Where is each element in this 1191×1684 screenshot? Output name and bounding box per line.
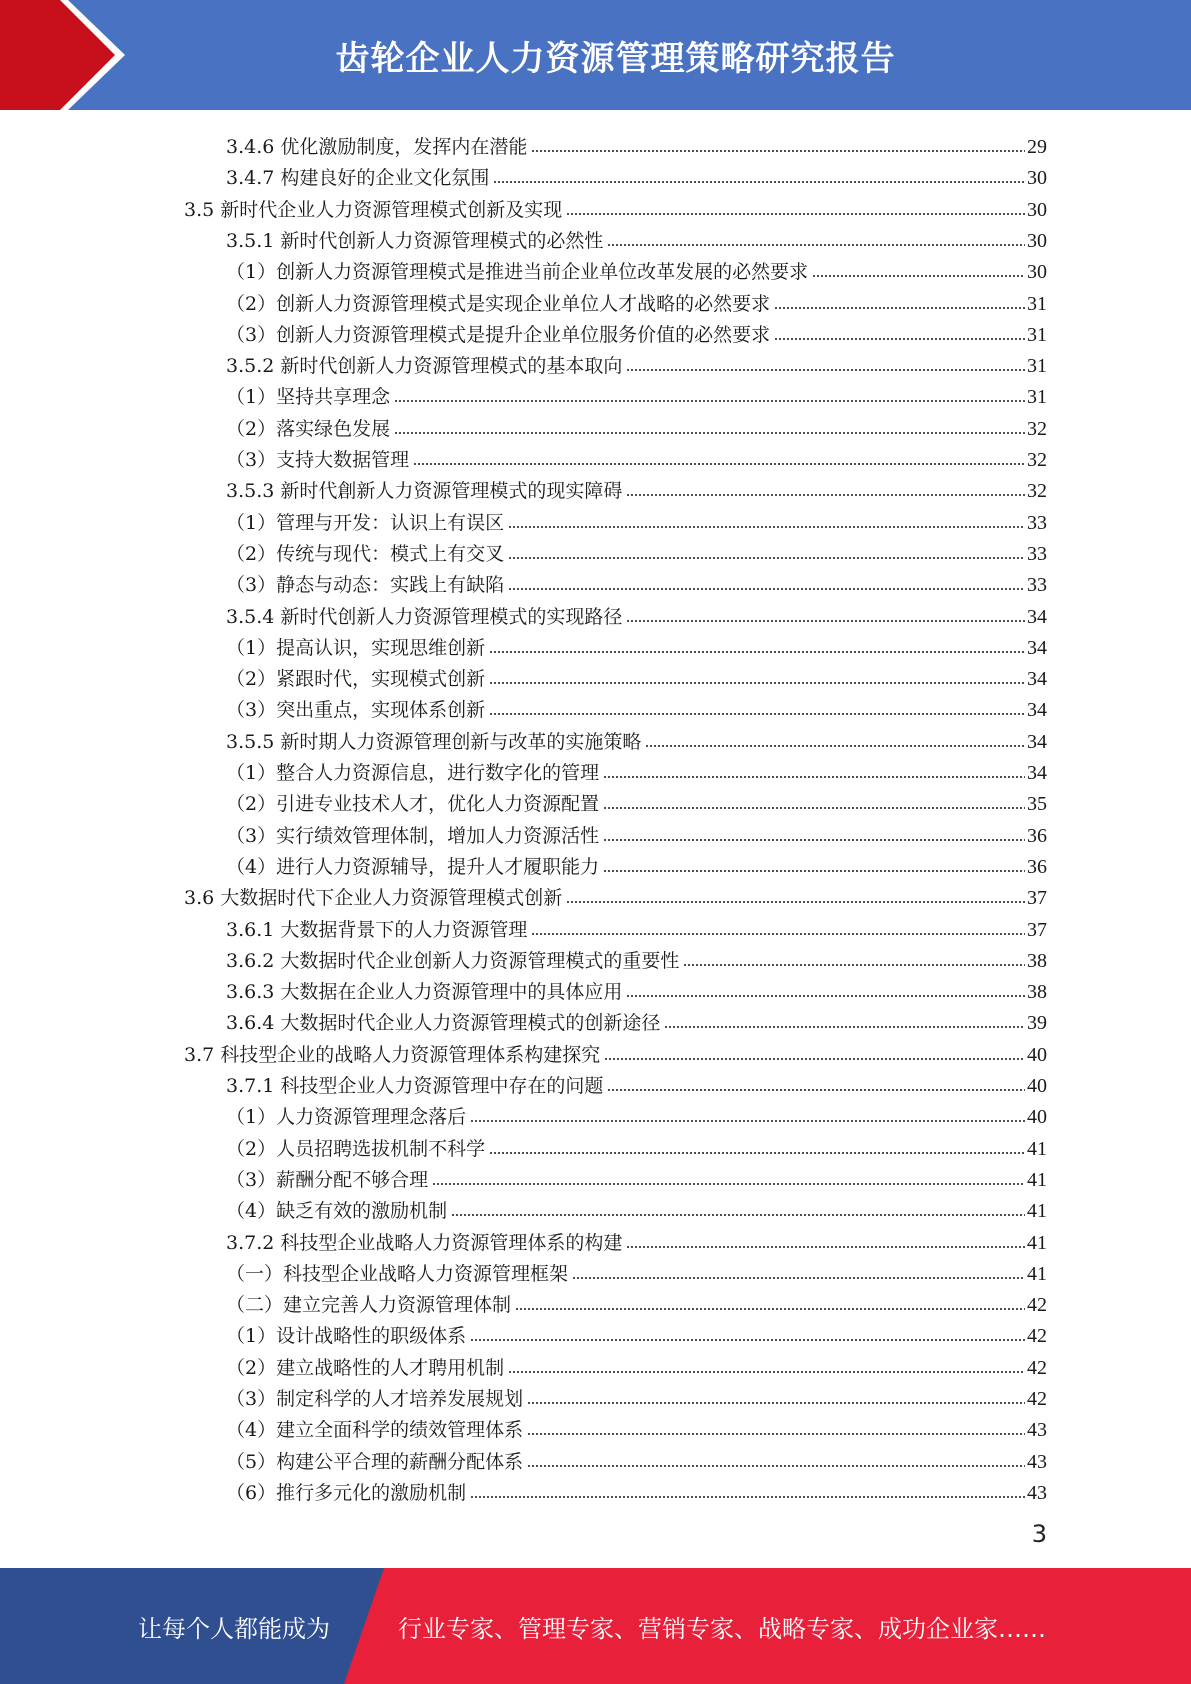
- toc-entry-title: 3.7.2 科技型企业战略人力资源管理体系的构建: [226, 1231, 623, 1254]
- toc-leader-dots: [527, 1432, 1025, 1436]
- toc-leader-dots: [603, 775, 1025, 779]
- toc-entry-title: （3）静态与动态：实践上有缺陷: [226, 574, 505, 597]
- toc-leader-dots: [527, 1401, 1025, 1405]
- toc-entry-page: 34: [1027, 668, 1047, 691]
- toc-leader-dots: [604, 1057, 1025, 1061]
- toc-entry-title: （1）创新人力资源管理模式是推进当前企业单位改革发展的必然要求: [226, 261, 809, 284]
- toc-entry-page: 35: [1027, 793, 1047, 816]
- toc-leader-dots: [394, 399, 1025, 403]
- toc-entry-title: 3.5.3 新时代創新人力资源管理模式的现实障碍: [226, 480, 623, 503]
- toc-entry-title: （2）传统与现代：模式上有交叉: [226, 542, 505, 565]
- toc-leader-dots: [508, 556, 1025, 560]
- toc-entry[interactable]: [226, 1474, 1047, 1505]
- toc-entry-title: （3）制定科学的人才培养发展规划: [226, 1388, 524, 1410]
- toc-entry-title: 3.6.2 大数据时代企业创新人力资源管理模式的重要性: [226, 949, 680, 972]
- toc-entry[interactable]: [184, 879, 1047, 910]
- toc-leader-dots: [508, 525, 1025, 529]
- toc-leader-dots: [515, 1307, 1025, 1311]
- toc-leader-dots: [451, 1213, 1025, 1217]
- toc-entry-title: 3.7.1 科技型企业人力资源管理中存在的问题: [226, 1075, 604, 1097]
- toc-entry-page: 30: [1027, 261, 1047, 284]
- toc-entry-page: 43: [1027, 1481, 1047, 1504]
- toc-entry[interactable]: [226, 316, 1047, 347]
- toc-entry[interactable]: [226, 222, 1047, 253]
- page-number: 3: [1031, 1520, 1047, 1548]
- toc-leader-dots: [774, 306, 1025, 310]
- toc-entry-title: （2）创新人力资源管理模式是实现企业单位人才战略的必然要求: [226, 292, 771, 315]
- toc-entry[interactable]: [226, 410, 1047, 441]
- toc-leader-dots: [626, 619, 1025, 623]
- toc-entry-title: （4）缺乏有效的激励机制: [226, 1200, 448, 1223]
- toc-leader-dots: [527, 1464, 1025, 1468]
- toc-entry-title: （2）落实绿色发展: [226, 417, 391, 440]
- toc-entry-page: 41: [1027, 1231, 1047, 1254]
- toc-leader-dots: [607, 243, 1025, 247]
- toc-entry-title: 3.5.5 新时期人力资源管理创新与改革的实施策略: [226, 730, 642, 753]
- toc-entry-page: 30: [1027, 167, 1047, 190]
- toc-entry[interactable]: [184, 191, 1047, 222]
- toc-entry[interactable]: [226, 535, 1047, 566]
- toc-entry-page: 41: [1027, 1168, 1047, 1191]
- toc-entry[interactable]: [226, 1411, 1047, 1442]
- toc-entry-title: 3.5.1 新时代创新人力资源管理模式的必然性: [226, 229, 604, 252]
- toc-leader-dots: [489, 1151, 1025, 1155]
- toc-entry-page: 38: [1027, 981, 1047, 1004]
- toc-leader-dots: [566, 212, 1025, 216]
- toc-leader-dots: [683, 963, 1025, 967]
- toc-leader-dots: [489, 650, 1025, 654]
- toc-entry[interactable]: [226, 504, 1047, 535]
- toc-entry[interactable]: [226, 598, 1047, 629]
- toc-entry-title: （一）科技型企业战略人力资源管理框架: [226, 1262, 569, 1285]
- toc-entry[interactable]: [226, 785, 1047, 816]
- toc-entry-title: 3.7 科技型企业的战略人力资源管理体系构建探究: [184, 1043, 601, 1066]
- toc-entry-title: （2）人员招聘选拔机制不科学: [226, 1137, 486, 1160]
- toc-entry[interactable]: [226, 754, 1047, 785]
- toc-entry-title: （1）管理与开发：认识上有误区: [226, 511, 505, 534]
- toc-entry-title: （3）创新人力资源管理模式是提升企业单位服务价值的必然要求: [226, 323, 771, 346]
- toc-entry[interactable]: [226, 1192, 1047, 1223]
- toc-entry[interactable]: [226, 1380, 1047, 1411]
- toc-entry-page: 40: [1027, 1075, 1047, 1097]
- toc-leader-dots: [603, 806, 1025, 810]
- toc-entry-title: （5）构建公平合理的薪酬分配体系: [226, 1450, 524, 1473]
- toc-entry[interactable]: [226, 911, 1047, 942]
- toc-leader-dots: [664, 1025, 1025, 1029]
- toc-entry-title: （二）建立完善人力资源管理体制: [226, 1294, 512, 1317]
- toc-entry-title: （2）建立战略性的人才聘用机制: [226, 1356, 505, 1379]
- toc-leader-dots: [626, 1245, 1025, 1249]
- toc-leader-dots: [489, 681, 1025, 685]
- toc-entry-title: （1）设计战略性的职级体系: [226, 1325, 467, 1348]
- toc-entry[interactable]: [226, 347, 1047, 378]
- toc-entry[interactable]: [226, 723, 1047, 754]
- toc-leader-dots: [493, 180, 1025, 184]
- toc-entry-title: （4）建立全面科学的绩效管理体系: [226, 1419, 524, 1442]
- toc-entry[interactable]: [226, 660, 1047, 691]
- toc-entry-page: 42: [1027, 1325, 1047, 1348]
- toc-entry[interactable]: [226, 973, 1047, 1004]
- toc-leader-dots: [531, 932, 1025, 936]
- toc-entry-title: 3.4.7 构建良好的企业文化氛围: [226, 167, 490, 190]
- toc-entry[interactable]: [226, 1349, 1047, 1380]
- toc-entry[interactable]: [226, 848, 1047, 879]
- toc-entry-page: 41: [1027, 1137, 1047, 1160]
- toc-entry[interactable]: [226, 817, 1047, 848]
- toc-entry-title: （3）突出重点，实现体系创新: [226, 699, 486, 722]
- toc-entry-page: 33: [1027, 511, 1047, 534]
- toc-entry[interactable]: [226, 942, 1047, 973]
- toc-entry[interactable]: [226, 285, 1047, 316]
- toc-entry-title: （3）薪酬分配不够合理: [226, 1168, 429, 1191]
- toc-leader-dots: [432, 1182, 1025, 1186]
- toc-entry[interactable]: [226, 1130, 1047, 1161]
- toc-leader-dots: [603, 869, 1025, 873]
- toc-entry-page: 39: [1027, 1012, 1047, 1035]
- toc-entry-page: 42: [1027, 1388, 1047, 1410]
- toc-entry-title: （1）坚持共享理念: [226, 386, 391, 409]
- toc-entry[interactable]: [226, 1067, 1047, 1098]
- toc-entry-page: 33: [1027, 574, 1047, 597]
- toc-entry-page: 31: [1027, 323, 1047, 346]
- toc-leader-dots: [508, 587, 1025, 591]
- footer-slogan-left: 让每个人都能成为: [138, 1614, 330, 1643]
- toc-entry-page: 34: [1027, 699, 1047, 722]
- toc-entry[interactable]: [226, 1004, 1047, 1035]
- toc-entry-title: 3.6 大数据时代下企业人力资源管理模式创新: [184, 887, 563, 910]
- toc-leader-dots: [572, 1276, 1025, 1280]
- toc-leader-dots: [812, 274, 1025, 278]
- toc-entry-page: 36: [1027, 855, 1047, 878]
- toc-entry-title: （3）支持大数据管理: [226, 449, 410, 471]
- toc-entry-page: 41: [1027, 1200, 1047, 1223]
- toc-entry-title: （3）实行绩效管理体制，增加人力资源活性: [226, 824, 600, 847]
- toc-entry-page: 40: [1027, 1106, 1047, 1129]
- toc-entry[interactable]: [226, 1161, 1047, 1192]
- toc-entry-page: 32: [1027, 480, 1047, 503]
- toc-leader-dots: [774, 337, 1025, 341]
- toc-entry-title: （1）提高认识，实现思维创新: [226, 636, 486, 659]
- toc-entry[interactable]: [226, 253, 1047, 284]
- toc-entry[interactable]: [226, 159, 1047, 190]
- toc-entry[interactable]: [226, 629, 1047, 660]
- document-title: 齿轮企业人力资源管理策略研究报告: [335, 38, 896, 79]
- toc-leader-dots: [470, 1338, 1025, 1342]
- toc-entry-page: 29: [1027, 136, 1047, 158]
- toc-entry-page: 34: [1027, 730, 1047, 753]
- toc-leader-dots: [470, 1495, 1025, 1499]
- toc-entry-title: 3.5.4 新时代创新人力资源管理模式的实现路径: [226, 605, 623, 628]
- toc-entry-title: 3.5 新时代企业人力资源管理模式创新及实现: [184, 198, 563, 221]
- toc-leader-dots: [394, 431, 1025, 435]
- toc-leader-dots: [413, 462, 1025, 466]
- toc-leader-dots: [645, 744, 1025, 748]
- toc-leader-dots: [508, 1370, 1025, 1374]
- toc-leader-dots: [607, 1088, 1025, 1092]
- toc-entry[interactable]: [226, 1098, 1047, 1129]
- toc-entry-page: 40: [1027, 1043, 1047, 1066]
- toc-leader-dots: [626, 493, 1025, 497]
- toc-entry[interactable]: [226, 691, 1047, 722]
- toc-leader-dots: [626, 368, 1025, 372]
- header-banner: [0, 0, 1191, 110]
- footer-banner: [0, 1568, 1191, 1684]
- toc-entry[interactable]: [226, 1443, 1047, 1474]
- toc-entry-title: （1）整合人力资源信息，进行数字化的管理: [226, 762, 600, 784]
- toc-entry-title: （4）进行人力资源辅导，提升人才履职能力: [226, 855, 600, 878]
- toc-entry-title: 3.4.6 优化激励制度，发挥内在潜能: [226, 136, 528, 158]
- footer-slogan-right: 行业专家、管理专家、营销专家、战略专家、成功企业家……: [398, 1614, 1046, 1643]
- toc-entry-page: 30: [1027, 229, 1047, 252]
- toc-entry-page: 43: [1027, 1419, 1047, 1442]
- toc-entry[interactable]: [226, 128, 1047, 159]
- toc-entry-title: （2）引进专业技术人才，优化人力资源配置: [226, 793, 600, 816]
- toc-entry-page: 33: [1027, 542, 1047, 565]
- toc-entry-page: 34: [1027, 636, 1047, 659]
- toc-entry-page: 38: [1027, 949, 1047, 972]
- toc-entry-page: 31: [1027, 386, 1047, 409]
- toc-entry-page: 36: [1027, 824, 1047, 847]
- toc-entry[interactable]: [226, 1286, 1047, 1317]
- toc-entry-page: 37: [1027, 887, 1047, 910]
- toc-leader-dots: [626, 994, 1025, 998]
- toc-entry-title: 3.6.4 大数据时代企业人力资源管理模式的创新途径: [226, 1012, 661, 1035]
- toc-entry[interactable]: [226, 441, 1047, 472]
- toc-entry-page: 31: [1027, 292, 1047, 315]
- arrow-chevron-icon: [0, 0, 150, 110]
- toc-entry-page: 43: [1027, 1450, 1047, 1473]
- toc-entry[interactable]: [226, 566, 1047, 597]
- toc-entry-page: 32: [1027, 417, 1047, 440]
- toc-entry-page: 42: [1027, 1294, 1047, 1317]
- toc-entry-page: 37: [1027, 918, 1047, 941]
- toc-entry[interactable]: [226, 1317, 1047, 1348]
- toc-entry-page: 42: [1027, 1356, 1047, 1379]
- toc-entry-page: 31: [1027, 355, 1047, 378]
- toc-leader-dots: [603, 838, 1025, 842]
- toc-entry-page: 32: [1027, 449, 1047, 471]
- toc-entry-page: 41: [1027, 1262, 1047, 1285]
- toc-entry[interactable]: [184, 1036, 1047, 1067]
- toc-entry-title: 3.6.3 大数据在企业人力资源管理中的具体应用: [226, 981, 623, 1004]
- toc-entry-page: 34: [1027, 605, 1047, 628]
- toc-leader-dots: [566, 900, 1025, 904]
- toc-entry-title: （2）紧跟时代，实现模式创新: [226, 668, 486, 691]
- toc-entry[interactable]: [226, 1224, 1047, 1255]
- toc-entry-title: （6）推行多元化的激励机制: [226, 1481, 467, 1504]
- toc-entry-page: 30: [1027, 198, 1047, 221]
- toc-entry-title: 3.5.2 新时代创新人力资源管理模式的基本取向: [226, 355, 623, 378]
- toc-leader-dots: [489, 712, 1025, 716]
- toc-leader-dots: [531, 149, 1025, 153]
- toc-entry[interactable]: [226, 378, 1047, 409]
- toc-entry-page: 34: [1027, 762, 1047, 784]
- toc-entry-title: 3.6.1 大数据背景下的人力资源管理: [226, 918, 528, 941]
- toc-entry[interactable]: [226, 472, 1047, 503]
- toc-entry[interactable]: [226, 1255, 1047, 1286]
- toc-leader-dots: [470, 1119, 1025, 1123]
- toc-entry-title: （1）人力资源管理理念落后: [226, 1106, 467, 1129]
